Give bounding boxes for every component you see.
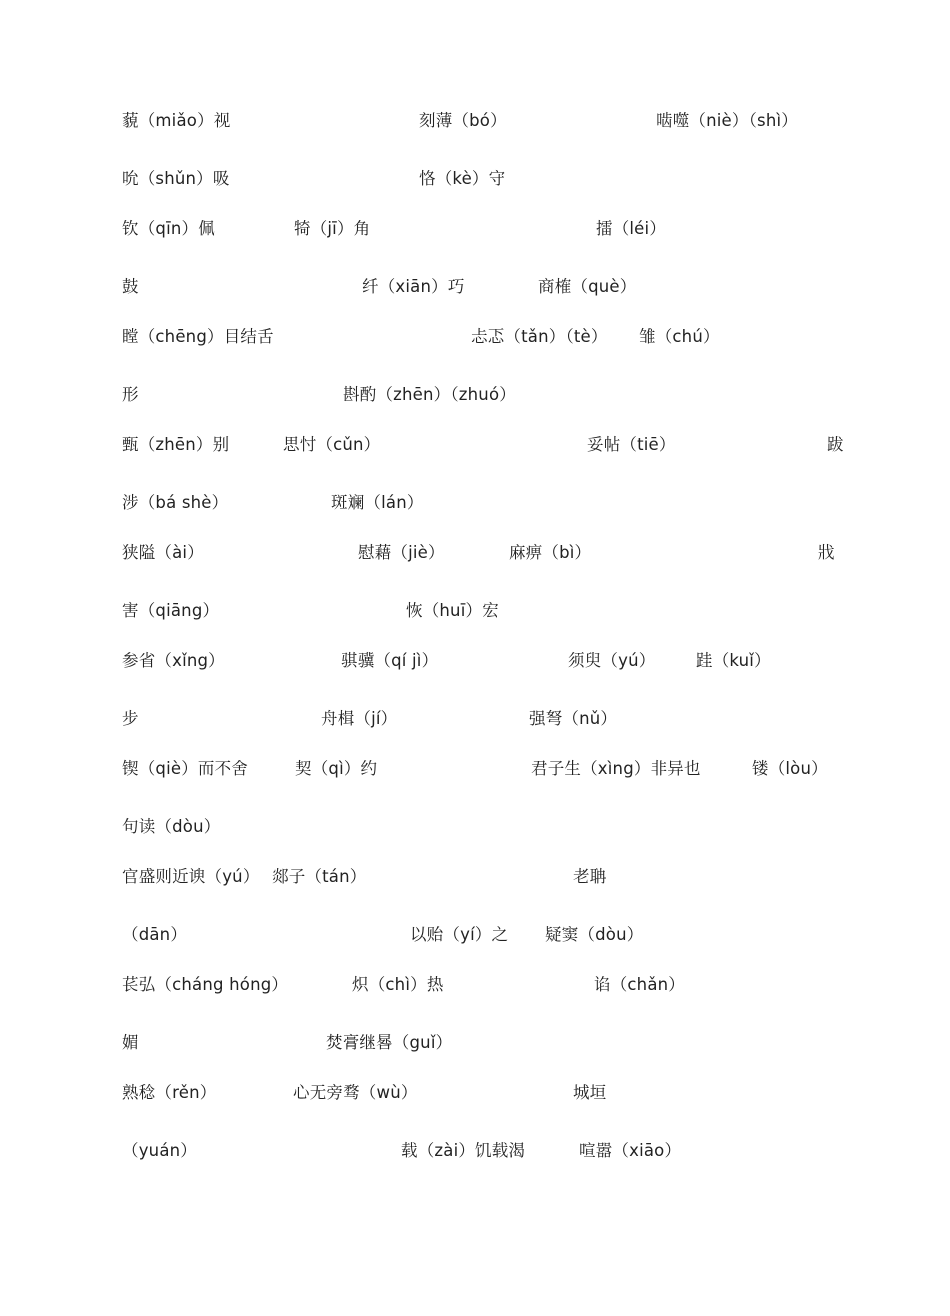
vocab-entry: 恪（kè）守 (419, 169, 506, 188)
vocab-row (0, 864, 950, 890)
vocab-entry: 思忖（cǔn） (283, 435, 381, 454)
vocab-row (0, 648, 950, 674)
vocab-entry: 谄（chǎn） (594, 975, 685, 994)
vocab-entry: 忐忑（tǎn）（tè） (471, 327, 608, 346)
vocab-entry: 镂（lòu） (752, 759, 828, 778)
vocab-row (0, 490, 950, 516)
vocab-row (0, 540, 950, 566)
vocab-row (0, 166, 950, 192)
vocab-entry: 犄（jī）角 (294, 219, 371, 238)
vocab-entry: 擂（léi） (596, 219, 667, 238)
vocab-entry: 熟稔（rěn） (122, 1083, 217, 1102)
vocab-entry: 步 (122, 709, 139, 728)
vocab-row (0, 598, 950, 624)
vocab-row (0, 324, 950, 350)
vocab-entry: 慰藉（jiè） (358, 543, 445, 562)
vocab-entry: 纤（xiān）巧 (362, 277, 465, 296)
vocab-entry: 官盛则近谀（yú） (122, 867, 260, 886)
vocab-entry: 骐骥（qí jì） (341, 651, 439, 670)
vocab-entry: 跬（kuǐ） (696, 651, 771, 670)
vocab-entry: 涉（bá shè） (122, 493, 229, 512)
vocab-entry: 君子生（xìng）非异也 (531, 759, 701, 778)
vocab-row (0, 274, 950, 300)
vocab-row (0, 756, 950, 782)
vocab-entry: 句读（dòu） (122, 817, 221, 836)
vocab-entry: 麻痹（bì） (509, 543, 592, 562)
vocab-entry: 狭隘（ài） (122, 543, 204, 562)
vocab-entry: 雏（chú） (639, 327, 720, 346)
vocab-entry: 商榷（què） (538, 277, 637, 296)
vocab-row (0, 814, 950, 840)
vocab-entry: 焚膏继晷（guǐ） (326, 1033, 453, 1052)
vocab-entry: 钦（qīn）佩 (122, 219, 215, 238)
vocab-entry: 甄（zhēn）别 (122, 435, 230, 454)
vocab-row (0, 1138, 950, 1164)
vocab-entry: 以贻（yí）之 (410, 925, 509, 944)
vocab-row (0, 1080, 950, 1106)
vocab-entry: （dān） (122, 925, 188, 944)
vocab-row (0, 706, 950, 732)
vocab-entry: 藐（miǎo）视 (122, 111, 231, 130)
vocab-entry: 鼓 (122, 277, 139, 296)
vocab-row (0, 108, 950, 134)
vocab-entry: 郯子（tán） (272, 867, 367, 886)
vocab-entry: 啮噬（niè）（shì） (656, 111, 798, 130)
vocab-row (0, 972, 950, 998)
vocab-entry: 苌弘（cháng hóng） (122, 975, 289, 994)
vocab-entry: 害（qiāng） (122, 601, 220, 620)
vocab-entry: 参省（xǐng） (122, 651, 225, 670)
vocab-entry: 强弩（nǔ） (529, 709, 618, 728)
vocab-entry: 载（zài）饥载渴 (401, 1141, 526, 1160)
vocab-entry: 疑窦（dòu） (545, 925, 644, 944)
vocab-entry: 跋 (827, 435, 844, 454)
vocab-entry: 须臾（yú） (568, 651, 656, 670)
vocab-entry: 吮（shǔn）吸 (122, 169, 230, 188)
vocab-entry: 老聃 (573, 867, 607, 886)
vocab-entry: 恢（huī）宏 (406, 601, 499, 620)
vocab-row (0, 432, 950, 458)
vocab-entry: 瞠（chēng）目结舌 (122, 327, 274, 346)
vocab-entry: 斑斓（lán） (331, 493, 424, 512)
vocab-entry: 斟酌（zhēn）（zhuó） (343, 385, 516, 404)
vocab-row (0, 1030, 950, 1056)
vocab-entry: 妥帖（tiē） (587, 435, 676, 454)
vocab-entry: 城垣 (573, 1083, 607, 1102)
vocab-entry: （yuán） (122, 1141, 197, 1160)
vocab-entry: 锲（qiè）而不舍 (122, 759, 249, 778)
vocab-row (0, 216, 950, 242)
vocab-entry: 炽（chì）热 (352, 975, 444, 994)
vocab-row (0, 382, 950, 408)
vocab-entry: 喧嚣（xiāo） (579, 1141, 682, 1160)
vocab-row (0, 922, 950, 948)
vocab-entry: 契（qì）约 (295, 759, 378, 778)
vocab-entry: 心无旁骛（wù） (293, 1083, 418, 1102)
vocab-entry: 媚 (122, 1033, 139, 1052)
vocab-entry: 戕 (818, 543, 835, 562)
vocab-entry: 刻薄（bó） (419, 111, 507, 130)
vocab-entry: 形 (122, 385, 139, 404)
vocab-entry: 舟楫（jí） (321, 709, 398, 728)
